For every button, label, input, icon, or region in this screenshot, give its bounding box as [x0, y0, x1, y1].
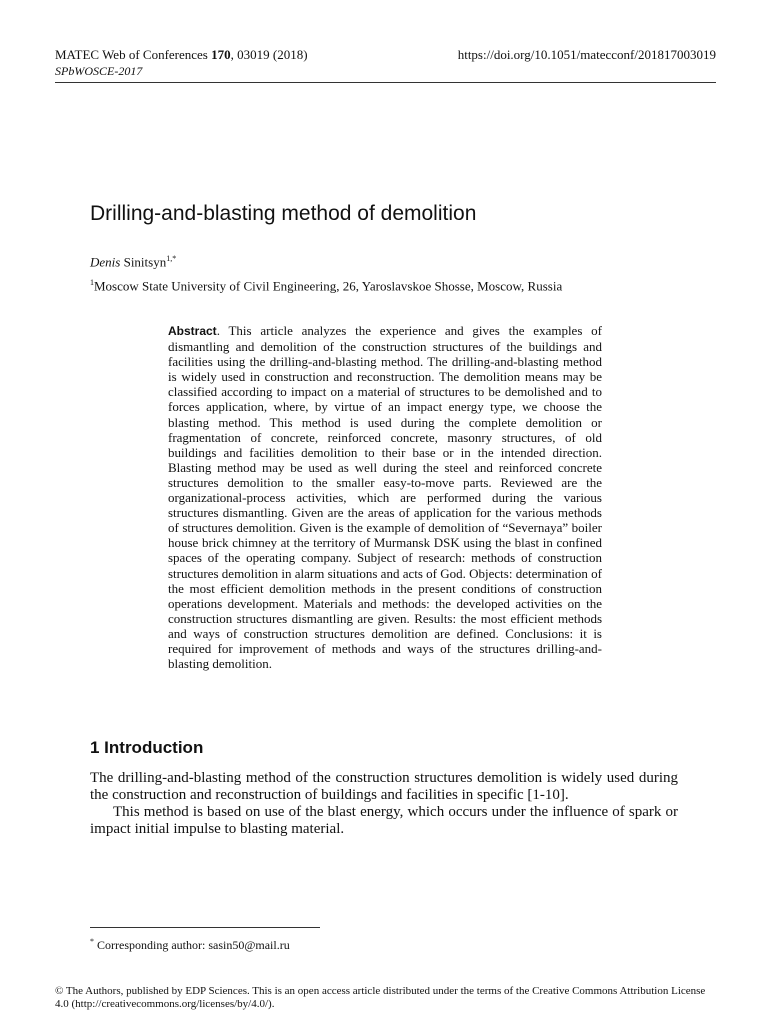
affiliation: $^1$Moscow State University of Civil Engineering, 26, Yaroslavskoe Shosse, Moscow, Russia — [90, 278, 563, 294]
abstract-label: Abstract — [168, 324, 217, 338]
author-line — [90, 251, 176, 270]
introduction-body — [90, 770, 678, 838]
paragraph: This method is based on use of the blast energy, which occurs under the influence of spark or impact initial impulse to blasting material. — [90, 804, 678, 837]
header-divider — [55, 82, 716, 83]
author-marks: 1,* — [166, 254, 177, 263]
author-family-name: Sinitsyn — [120, 254, 167, 270]
journal-citation: MATEC Web of Conferences 170, 03019 (2018) — [55, 47, 308, 62]
affiliation-mark: 1 — [90, 278, 94, 287]
section-heading: 1 Introduction — [90, 738, 204, 757]
conference-name: SPbWOSCE-2017 — [55, 64, 143, 78]
paragraph: The drilling-and-blasting method of the construction structures demolition is widely used during the construction and reconstruction of buildings and facilities in specific [1-10]. — [90, 770, 678, 803]
license-notice: © The Authors, published by EDP Sciences. This is an open access article distributed under the terms of the Creative Commons Attribution License 4.0 (http://creativecommons.org/licenses/by/4.0/). — [55, 985, 706, 1010]
footnote: * Corresponding author: sasin50@mail.ru — [90, 937, 290, 952]
footnote-mark: * — [90, 937, 94, 946]
footnote-divider — [90, 927, 320, 928]
running-header — [55, 46, 308, 80]
doi-link[interactable]: https://doi.org/10.1051/matecconf/201817003019 — [457, 47, 716, 62]
journal-volume: 170 — [211, 47, 231, 62]
abstract — [168, 323, 602, 671]
paper-title: Drilling-and-blasting method of demolition — [90, 202, 477, 225]
abstract-text: . This article analyzes the experience and gives the examples of dismantling and demolition of the construction structures of the buildings and facilities using the drilling-and-blasting method. The drilling-and-blasting method is widely used in construction and reconstruction. The demolition means may be classified according to impact on a material of structures to be demolished and to forces application, where, by virtue of an impact energy type, we choose the blasting method. This method is used during the complete demolition or fragmentation of concrete, reinforced concrete, masonry structures, of old buildings and facilities demolition to their base or in the intended direction. Blasting method may be used as well during the steel and reinforced concrete structures demolition to the smaller easy-to-move parts. Reviewed are the organizational-process activities, which are performed during the various structures dismantling. Given are the areas of application for the various methods of structures demolition. Given is the example of demolition of “Severnaya” boiler house brick chimney at the territory of Murmansk DSK using the blast in confined spaces of the operating company. Subject of research: methods of construction structures demolition in alarm situations and acts of God. Objects: determination of the most efficient demolition methods in the present conditions of construction operations development. Materials and methods: the developed activities on the construction structures dismantling are given. Results: the most efficient methods and ways of construction structures demolition are defined. Conclusions: it is required for improvement of methods and ways of the structures drilling-and-blasting demolition. — [168, 323, 602, 672]
author-given-name: Denis — [90, 254, 121, 270]
